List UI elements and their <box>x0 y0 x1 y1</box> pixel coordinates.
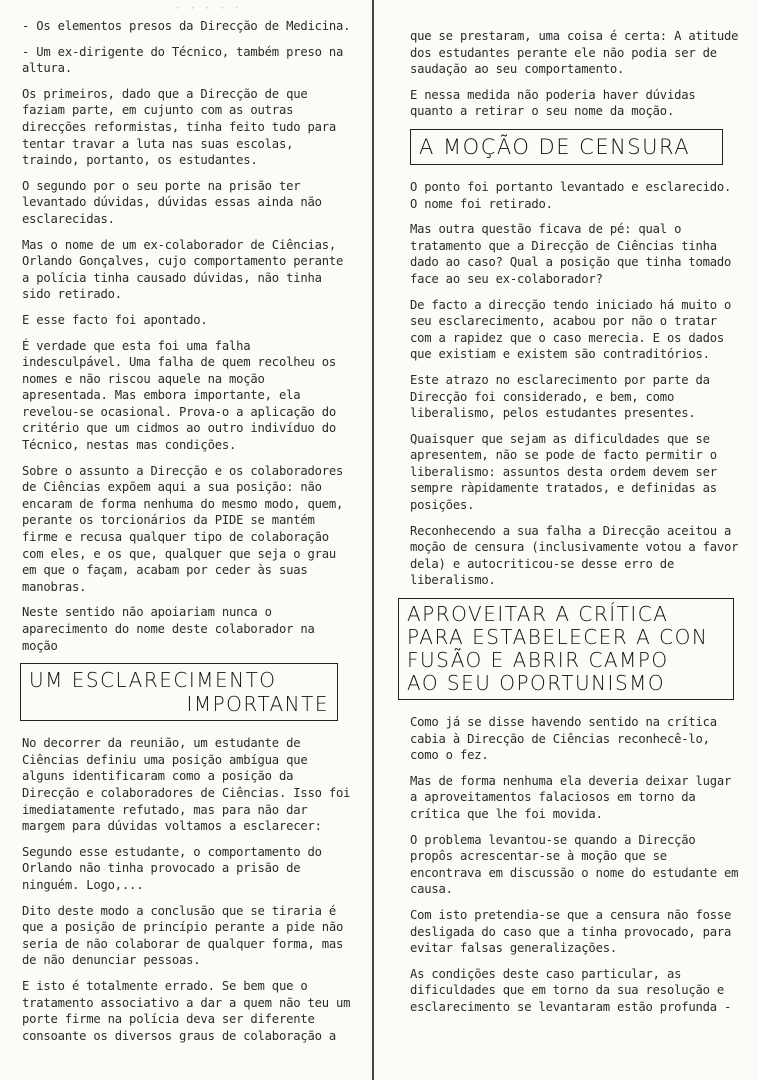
paragraph: E nessa medida não poderia haver dúvidas quanto a retirar o seu nome da moção. <box>410 87 696 119</box>
paragraph: O ponto foi portanto levantado e esclarecido. O nome foi retirado. <box>410 179 732 211</box>
paragraph: Com isto pretendia-se que a censura não fosse desligada do caso que a tinha provocado, para evitar falsas generalizações. <box>410 907 732 956</box>
paragraph: E isto é totalmente errado. Se bem que o tratamento associativo a dar a quem não teu um porte firme na polícia deva ser diferente consoante os diversos graus de colaboração a <box>22 978 351 1043</box>
right-column <box>407 28 740 1025</box>
paragraph: Este atrazo no esclarecimento por parte da Direcção foi considerado, e bem, como liberalismo, pelos estudantes presentes. <box>410 372 710 421</box>
paragraph: O problema levantou-se quando a Direcção propôs acrescentar-se à moção que se encontrava em discussão o nome do estudante em causa. <box>410 832 739 897</box>
paragraph: De facto a direcção tendo iniciado há muito o seu esclarecimento, acabou por não o tratar com a rapidez que o caso merecia. E os dados que existiam e existem são contraditórios. <box>410 297 732 362</box>
heading-line: UM ESCLARECIMENTO <box>29 668 277 693</box>
heading-line: PARA ESTABELECER A CON <box>407 625 709 650</box>
paragraph: Sobre o assunto a Direcção e os colaboradores de Ciências expõem aqui a sua posição: não encaram de forma nenhuma do mesmo modo, quem, perante os torcionários da PIDE se mantém firme e recusa qualquer tipo de colaboração com eles, e os que, qualquer que seja o grau em que o façam, acabam por ceder às suas manobras. <box>22 463 344 594</box>
paragraph: Como já se disse havendo sentido na crítica cabia à Direcção de Ciências reconhecê-lo, como o fez. <box>410 715 717 763</box>
paragraph: As condições deste caso particular, as dificuldades que em torno da sua resolução e esclarecimento se levantaram estão profunda - <box>410 966 732 1014</box>
paragraph: É verdade que esta foi uma falha indesculpável. Uma falha de quem recolheu os nomes e não riscou aquele na moção apresentada. Mas embora importante, ela revelou-se ocasional. Prova-o a aplicação do critério que um cidmos ao outro indivíduo do Técnico, nestas mas condições. <box>22 338 337 453</box>
header-noise: · · · · · <box>175 4 242 14</box>
heading-line: AO SEU OPORTUNISMO <box>407 671 666 696</box>
heading-line: IMPORTANTE <box>186 692 329 717</box>
paragraph: Segundo esse estudante, o comportamento do Orlando não tinha provocado a prisão de ninguém. Logo,... <box>22 844 322 892</box>
paragraph: Neste sentido não apoiariam nunca o aparecimento do nome deste colaborador na moção <box>22 605 315 653</box>
heading-line: FUSÃO E ABRIR CAMPO <box>407 648 669 673</box>
paragraph: E esse facto foi apontado. <box>22 312 208 327</box>
paragraph: Mas de forma nenhuma ela deveria deixar lugar a aproveitamentos falaciosos em torno da crítica que lhe foi movida. <box>410 773 732 821</box>
paragraph: Os primeiros, dado que a Direcção de que faziam parte, em cujunto com as outras direcções reformistas, tinha feito tudo para tentar travar a luta nas suas escolas, traindo, portanto, os estudantes. <box>22 86 337 168</box>
paragraph: que se prestaram, uma coisa é certa: A atitude dos estudantes perante ele não podia ser de saudação ao seu comportamento. <box>410 29 739 77</box>
section-heading-aproveitar-critica <box>398 598 734 700</box>
paragraph: Mas o nome de um ex-colaborador de Ciências, Orlando Gonçalves, cujo comportamento perante a polícia tinha causado dúvidas, não tinha sido retirado. <box>22 237 344 302</box>
heading-line: APROVEITAR A CRÍTICA <box>407 602 669 627</box>
section-heading-mocao-censura: A MOÇÃO DE CENSURA <box>410 129 723 165</box>
paragraph: No decorrer da reunião, um estudante de Ciências definiu uma posição ambígua que alguns identificaram como a posição da Direcção e colaboradores de Ciências. Isso foi imediatamente refutado, mas para não dar margem para dúvidas voltamos a esclarecer: <box>22 736 351 834</box>
left-column <box>22 18 352 1053</box>
paragraph: Reconhecendo a sua falha a Direcção aceitou a moção de censura (inclusivamente votou a favor dela) e autocriticou-se desse erro de liberalismo. <box>410 523 739 588</box>
paragraph: Quaisquer que sejam as dificuldades que se apresentem, não se pode de facto permitir o liberalismo: assuntos desta ordem devem ser sempre ràpidamente tratados, e definidas as posições. <box>410 431 717 513</box>
column-divider <box>372 0 374 1080</box>
paragraph: - Um ex-dirigente do Técnico, também preso na altura. <box>22 44 344 76</box>
section-heading-esclarecimento <box>20 663 338 721</box>
paragraph: Dito deste modo a conclusão que se tiraria é que a posição de princípio perante a pide não seria de não colaborar de qualquer forma, mas de não denunciar pessoas. <box>22 903 344 968</box>
paragraph: - Os elementos presos da Direcção de Medicina. <box>22 19 351 33</box>
paragraph: Mas outra questão ficava de pé: qual o tratamento que a Direcção de Ciências tinha dado ao caso? Qual a posição que tinha tomado face ao seu ex-colaborador? <box>410 222 732 286</box>
paragraph: O segundo por o seu porte na prisão ter levantado dúvidas, dúvidas essas ainda não esclarecidas. <box>22 178 322 226</box>
